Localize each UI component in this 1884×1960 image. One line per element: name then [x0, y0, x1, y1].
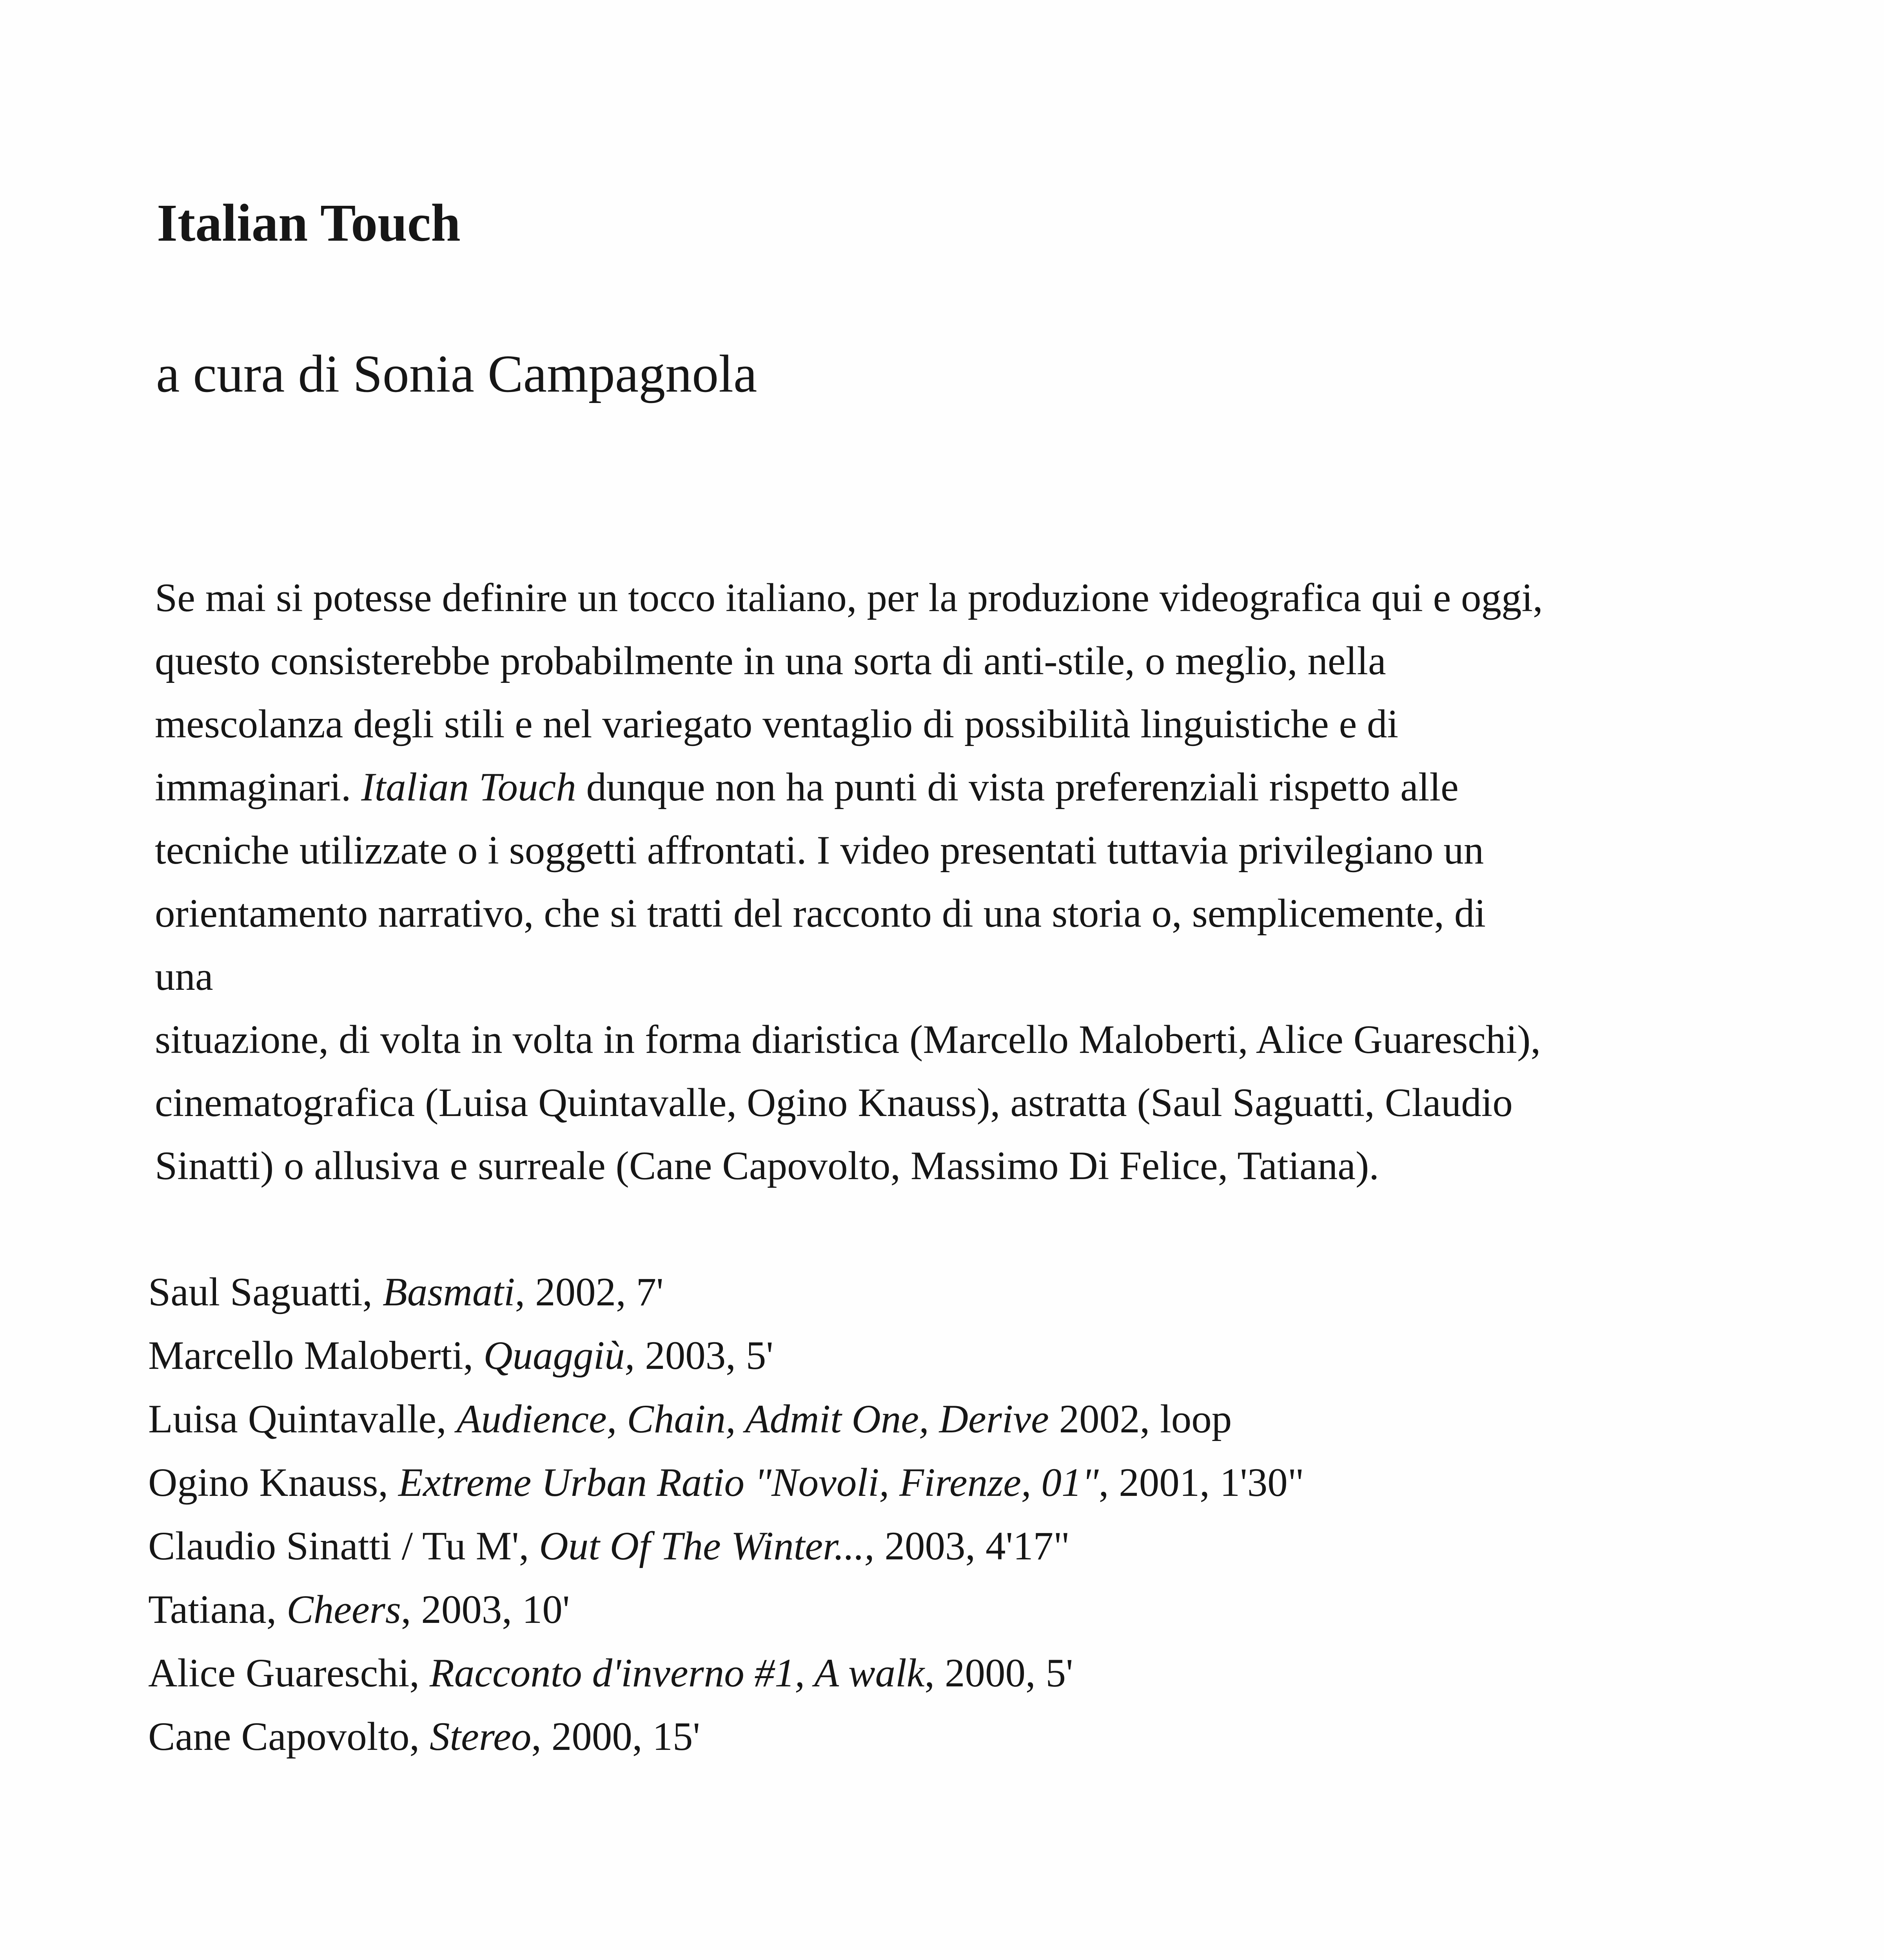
work-item — [148, 1705, 1795, 1768]
work-artist: Claudio Sinatti / Tu M', — [148, 1524, 539, 1568]
work-title: Quaggiù, — [483, 1333, 635, 1378]
work-title: Out Of The Winter..., — [539, 1524, 875, 1568]
work-artist: Alice Guareschi, — [148, 1651, 430, 1695]
work-artist: Marcello Maloberti, — [148, 1333, 484, 1378]
work-item — [148, 1641, 1795, 1705]
work-artist: Ogino Knauss, — [148, 1460, 399, 1505]
work-item — [148, 1260, 1795, 1324]
paragraph-line: una — [155, 954, 213, 999]
paragraph-line: situazione, di volta in volta in forma diaristica (Marcello Maloberti, Alice Guareschi), — [155, 1017, 1541, 1062]
work-artist: Saul Saguatti, — [148, 1270, 383, 1314]
work-title: Extreme Urban Ratio "Novoli, Firenze, 01" — [398, 1460, 1099, 1505]
work-details: , 2002, 7' — [515, 1270, 664, 1314]
paragraph-line: questo consisterebbe probabilmente in una sorta di anti-stile, o meglio, nella — [155, 639, 1386, 683]
work-artist: Cane Capovolto, — [148, 1714, 430, 1759]
paragraph-text: dunque non ha punti di vista preferenziali rispetto alle — [576, 765, 1459, 809]
work-details: , 2001, 1'30" — [1098, 1460, 1304, 1505]
paragraph-text: immaginari. — [155, 765, 361, 809]
work-artist: Tatiana, — [148, 1587, 287, 1632]
work-details: , 2000, 5' — [924, 1651, 1073, 1695]
work-title: Cheers — [287, 1587, 401, 1632]
work-title: Stereo — [430, 1714, 532, 1759]
paragraph-line: cinematografica (Luisa Quintavalle, Ogino Knauss), astratta (Saul Saguatti, Claudio — [155, 1080, 1513, 1125]
intro-paragraph — [155, 566, 1782, 1198]
work-item — [148, 1324, 1795, 1387]
paragraph-line: tecniche utilizzate o i soggetti affrontati. I video presentati tuttavia privilegiano un — [155, 828, 1484, 873]
work-title: Audience, Chain, Admit One, Derive — [456, 1397, 1049, 1441]
paragraph-line: orientamento narrativo, che si tratti del racconto di una storia o, semplicemente, di — [155, 891, 1486, 936]
work-item — [148, 1451, 1795, 1514]
paragraph-line: Sinatti) o allusiva e surreale (Cane Capovolto, Massimo Di Felice, Tatiana). — [155, 1143, 1379, 1188]
work-details: 2003, 4'17" — [874, 1524, 1070, 1568]
work-item — [148, 1514, 1795, 1578]
work-item — [148, 1578, 1795, 1641]
work-details: , 2003, 10' — [401, 1587, 570, 1632]
work-artist: Luisa Quintavalle, — [148, 1397, 457, 1441]
work-details: , 2000, 15' — [531, 1714, 700, 1759]
work-title: Racconto d'inverno #1, A walk — [429, 1651, 925, 1695]
paragraph-line: mescolanza degli stili e nel variegato ventaglio di possibilità linguistiche e di — [155, 702, 1399, 746]
work-details: 2003, 5' — [635, 1333, 773, 1378]
curator-line: a cura di Sonia Campagnola — [156, 345, 757, 403]
paragraph-line — [155, 756, 1782, 819]
work-item — [148, 1387, 1795, 1451]
work-title: Basmati — [382, 1270, 515, 1314]
paragraph-italic-title: Italian Touch — [361, 765, 576, 809]
paragraph-line: Se mai si potesse definire un tocco italiano, per la produzione videografica qui e oggi, — [155, 575, 1543, 620]
work-details: 2002, loop — [1049, 1397, 1232, 1441]
works-list — [148, 1260, 1795, 1768]
document-title: Italian Touch — [157, 194, 461, 252]
